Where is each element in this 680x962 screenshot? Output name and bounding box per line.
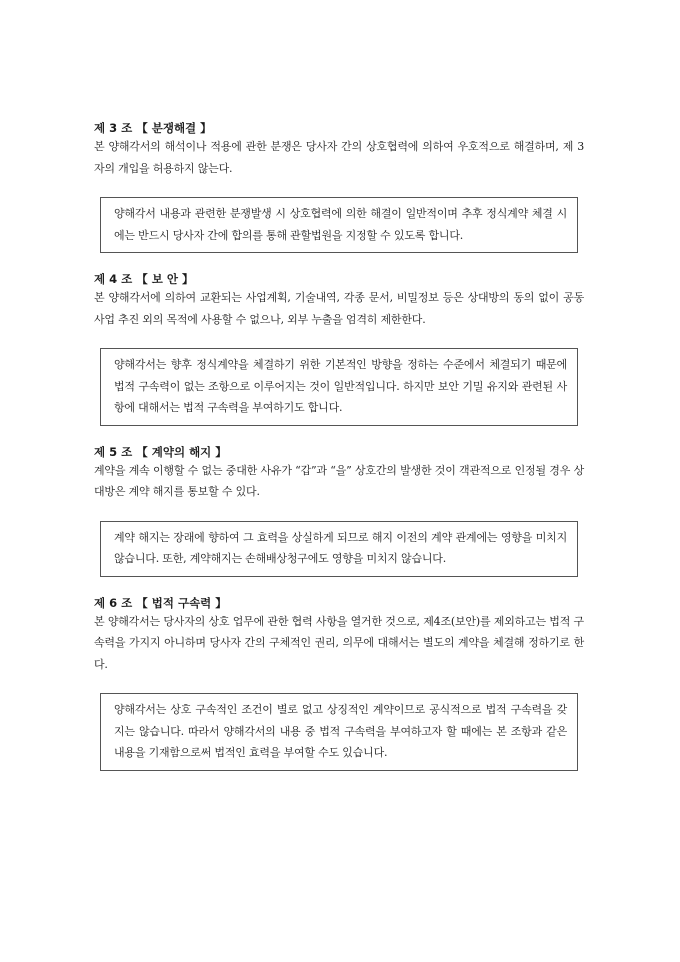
article-body: 본 양해각서에 의하여 교환되는 사업계획, 기술내역, 각종 문서, 비밀정보 등은 상대방의 동의 없이 공동 사업 추진 외의 목적에 사용할 수 없으나, 외부 누출을 엄격히 제한한다.: [94, 291, 584, 326]
article-note-box: 양해각서는 향후 정식계약을 체결하기 위한 기본적인 방향을 정하는 수준에서 체결되기 때문에 법적 구속력이 없는 조항으로 이루어지는 것이 일반적입니다. 하지만 보안 기밀 유지와 관련된 사항에 대해서는 법적 구속력을 부여하기도 합니다.: [100, 348, 578, 426]
article-body: 계약을 계속 이행할 수 없는 중대한 사유가 “갑”과 “을” 상호간의 발생한 것이 객관적으로 인정될 경우 상대방은 계약 해지를 통보할 수 있다.: [94, 463, 584, 498]
article-note-box: 양해각서는 상호 구속적인 조건이 별로 없고 상징적인 계약이므로 공식적으로 법적 구속력을 갖지는 않습니다. 따라서 양해각서의 내용 중 법적 구속력을 부여하고자 할 때에는 본 조항과 같은 내용을 기재함으로써 법적인 효력을 부여할 수도 있습니다.: [100, 693, 578, 771]
article-4: [94, 271, 584, 426]
article-6: [94, 595, 584, 771]
article-5: [94, 444, 584, 577]
article-heading: 제 3 조 【 분쟁해결 】: [94, 121, 212, 135]
article-note-box: 양해각서 내용과 관련한 분쟁발생 시 상호협력에 의한 해결이 일반적이며 추후 정식계약 체결 시에는 반드시 당사자 간에 합의를 통해 관할법원을 지정할 수 있도록 합니다.: [100, 197, 578, 253]
article-body: 본 양해각서의 해석이나 적용에 관한 분쟁은 당사자 간의 상호협력에 의하여 우호적으로 해결하며, 제 3자의 개입을 허용하지 않는다.: [94, 140, 584, 175]
article-heading: 제 6 조 【 법적 구속력 】: [94, 595, 227, 610]
article-heading: 제 5 조 【 계약의 해지 】: [94, 444, 227, 459]
article-heading: 제 4 조 【 보 안 】: [94, 272, 194, 286]
article-3: [94, 120, 584, 253]
article-note-box: 계약 해지는 장래에 향하여 그 효력을 상실하게 되므로 해지 이전의 계약 관계에는 영향을 미치지 않습니다. 또한, 계약해지는 손해배상청구에도 영향을 미치지 않습니다.: [100, 521, 578, 577]
document-page: [94, 120, 584, 789]
article-body: 본 양해각서는 당사자의 상호 업무에 관한 협력 사항을 열거한 것으로, 제4조(보안)를 제외하고는 법적 구속력을 가지지 아니하며 당사자 간의 구체적인 권리, 의무에 대해서는 별도의 계약을 체결해 정하기로 한다.: [94, 614, 584, 671]
